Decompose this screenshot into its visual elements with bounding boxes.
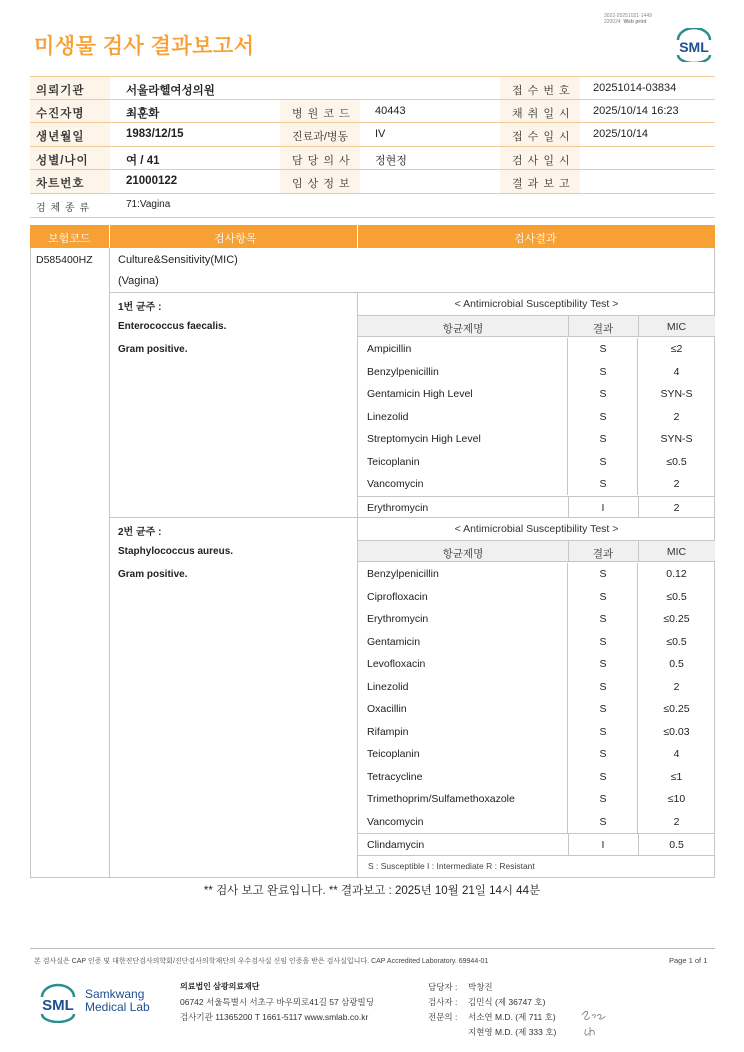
col-res: 결과	[592, 548, 614, 560]
col-res: 결과	[592, 323, 614, 335]
info-row	[30, 170, 715, 194]
insurance-code: D585400HZ	[36, 254, 93, 266]
in-charge-value: 박창진	[468, 982, 493, 992]
ast-row	[358, 383, 715, 406]
ast-column-header	[358, 315, 715, 337]
drug-result: I	[601, 501, 605, 514]
drug-name: Streptomycin High Level	[367, 433, 481, 445]
drug-result: S	[599, 770, 607, 783]
specialist-2: 지현영 M.D. (제 333 호)	[468, 1027, 557, 1037]
drug-mic: 4	[673, 748, 680, 760]
drug-mic: ≤0.5	[666, 455, 687, 468]
drug-mic: ≤1	[670, 770, 683, 783]
drug-result: S	[599, 568, 607, 580]
drug-result: S	[599, 635, 607, 648]
info-row	[30, 76, 715, 100]
contact-info: 검사기관 11365200 T 1661-5117 www.smlab.co.kr	[180, 1012, 369, 1022]
drug-mic: ≤10	[667, 793, 686, 805]
drug-mic: ≤0.03	[663, 725, 690, 738]
dept-label: 진료과/병동	[292, 131, 349, 144]
drug-result: S	[599, 590, 607, 603]
drug-mic: 0.12	[666, 568, 687, 580]
drug-mic: ≤2	[670, 343, 683, 355]
drug-mic: SYN-S	[660, 433, 693, 445]
sexage-value: 여 / 41	[126, 154, 160, 167]
ast-row	[358, 743, 715, 766]
requester-value: 서울라헬여성의원	[126, 85, 215, 97]
hospital-code-label: 병 원 코 드	[292, 107, 351, 120]
info-row	[30, 194, 715, 218]
patient-info-table	[30, 76, 715, 218]
in-charge-label: 담당자 :	[428, 982, 458, 992]
drug-name: Clindamycin	[367, 839, 425, 851]
print-code-line2	[604, 19, 652, 25]
drug-mic: 2	[673, 478, 680, 490]
specialist-1: 서소연 M.D. (제 711 호)	[468, 1012, 556, 1022]
drug-result: S	[599, 793, 607, 805]
drug-name: Vancomycin	[367, 478, 424, 490]
ast-title-1: < Antimicrobial Susceptibility Test >	[454, 298, 619, 310]
print-type: Web print	[623, 19, 647, 25]
specialist-label: 전문의 :	[428, 1012, 458, 1022]
chart-value: 21000122	[126, 175, 178, 188]
drug-name: Benzylpenicillin	[367, 365, 439, 378]
drug-name: Ciprofloxacin	[367, 590, 428, 603]
test-date-label: 검 사 일 시	[512, 154, 571, 167]
drug-mic: ≤0.5	[666, 635, 687, 648]
drug-mic: 4	[673, 365, 680, 378]
drug-name: Oxacillin	[367, 703, 407, 715]
drug-result: S	[599, 613, 607, 625]
patient-name: 최훈화	[126, 107, 160, 120]
ast-row	[358, 721, 715, 744]
sml-logo	[672, 28, 716, 62]
cap-accreditation-note: 본 검사실은 CAP 인증 및 대한진단검사의학회/진단검사의학재단의 우수검사실 신임 인증을 받은 검사실입니다. CAP Accredited Laboratory. 69944-01	[34, 958, 489, 965]
result-legend: S : Susceptible I : Intermediate R : Resistant	[368, 861, 535, 871]
logo-text: SML	[679, 39, 709, 55]
ast-title-2: < Antimicrobial Susceptibility Test >	[454, 523, 619, 535]
drug-name: Linezolid	[367, 410, 409, 423]
drug-result: I	[601, 839, 605, 851]
drug-name: Gentamicin High Level	[367, 388, 473, 400]
info-row	[30, 100, 715, 124]
drug-mic: ≤0.25	[663, 703, 690, 715]
logo-text: SML	[42, 997, 74, 1014]
brand-line1: Samkwang	[85, 987, 145, 1001]
drug-result: S	[599, 658, 607, 670]
drug-mic: 2	[673, 410, 680, 423]
drug-result: S	[599, 680, 607, 693]
signature-image	[578, 1007, 608, 1039]
organism-1-label: 1번 균주 :	[118, 302, 162, 313]
ast-row	[358, 811, 715, 834]
drug-name: Vancomycin	[367, 815, 424, 828]
address: 06742 서울특별시 서초구 바우뫼로41길 57 삼광빌딩	[180, 997, 374, 1007]
report-complete-note: ** 검사 보고 완료입니다. ** 결과보고 : 2025년 10월 21일 14시 44분	[203, 885, 541, 897]
examiner-value: 김민식 (제 36747 호)	[468, 997, 546, 1007]
drug-mic: 2	[673, 680, 680, 693]
print-code2: 220024	[604, 19, 621, 25]
drug-name: Teicoplanin	[367, 748, 420, 760]
ast-row	[358, 608, 715, 631]
drug-name: Levofloxacin	[367, 658, 426, 670]
ast-row-intermediate	[358, 833, 715, 856]
ast-row	[358, 338, 715, 361]
sml-logo-bottom	[36, 983, 80, 1023]
receipt-label: 접 수 일 시	[512, 131, 571, 144]
page-number: Page 1 of 1	[669, 956, 708, 965]
ast-rows-2	[358, 563, 715, 856]
test-specimen: (Vagina)	[118, 275, 159, 287]
drug-result: S	[599, 410, 607, 423]
dob-label: 생년월일	[36, 131, 85, 144]
ast-row	[358, 361, 715, 384]
drug-result: S	[599, 478, 607, 490]
clinical-label: 임 상 정 보	[292, 178, 351, 191]
organism-2-name: Staphylococcus aureus.	[118, 546, 234, 557]
reception-no-value: 20251014-03834	[593, 82, 677, 94]
drug-mic: 0.5	[669, 658, 684, 670]
result-report-label: 결 과 보 고	[512, 178, 571, 191]
info-row	[30, 123, 715, 147]
drug-name: Tetracycline	[367, 770, 423, 783]
chart-label: 차트번호	[36, 178, 85, 191]
print-info	[604, 13, 652, 25]
drug-result: S	[599, 388, 607, 400]
receipt-value: 2025/10/14	[593, 128, 649, 141]
examiner-label: 검사자 :	[428, 997, 458, 1007]
ast-row	[358, 788, 715, 811]
col-mic: MIC	[666, 321, 687, 333]
print-code: 3022-20251021-1449	[604, 13, 652, 19]
drug-name: Teicoplanin	[367, 455, 420, 468]
drug-name: Linezolid	[367, 680, 409, 693]
ast-row	[358, 766, 715, 789]
drug-mic: SYN-S	[660, 388, 693, 400]
drug-name: Gentamicin	[367, 635, 421, 648]
drug-name: Ampicillin	[367, 343, 412, 355]
info-row	[30, 147, 715, 171]
drug-mic: 0.5	[669, 839, 684, 851]
specimen-value: 71:Vagina	[126, 198, 171, 210]
test-name: Culture&Sensitivity(MIC)	[118, 254, 238, 266]
drug-name: Benzylpenicillin	[367, 568, 439, 580]
footer-divider	[30, 948, 715, 949]
brand-line2: Medical Lab	[85, 1000, 150, 1014]
collection-value: 2025/10/14 16:23	[593, 104, 679, 117]
ast-row	[358, 631, 715, 654]
drug-result: S	[599, 343, 607, 355]
organism-1-name: Enterococcus faecalis.	[118, 321, 227, 332]
drug-name: Rifampin	[367, 725, 409, 738]
results-header	[30, 225, 715, 248]
dob-value: 1983/12/15	[126, 128, 184, 141]
doctor-value: 정현정	[375, 154, 407, 167]
collection-label: 채 취 일 시	[512, 107, 571, 120]
foundation-name: 의료법인 삼광의료재단	[180, 982, 260, 991]
sexage-label: 성별/나이	[36, 154, 89, 167]
hospital-code-value: 40443	[375, 104, 406, 117]
ast-column-header	[358, 540, 715, 562]
ast-rows-1	[358, 338, 715, 518]
organism-1-gram: Gram positive.	[118, 344, 188, 355]
ast-row-intermediate	[358, 496, 715, 519]
col-drug: 항균제명	[442, 548, 484, 560]
drug-mic: ≤0.5	[666, 590, 687, 603]
drug-result: S	[599, 725, 607, 738]
drug-name: Erythromycin	[367, 501, 429, 514]
drug-name: Trimethoprim/Sulfamethoxazole	[367, 793, 515, 805]
drug-result: S	[599, 433, 607, 445]
drug-mic: 2	[673, 815, 680, 828]
drug-mic: ≤0.25	[663, 613, 690, 625]
ast-row	[358, 451, 715, 474]
col-code: 보험코드	[48, 233, 91, 245]
requester-label: 의뢰기관	[36, 85, 85, 97]
brand-name	[85, 988, 150, 1014]
drug-mic: 2	[673, 501, 680, 514]
ast-row	[358, 676, 715, 699]
specimen-label: 검 체 종 류	[36, 202, 90, 214]
col-result: 검사결과	[514, 233, 557, 245]
doctor-label: 담 당 의 사	[292, 154, 351, 167]
dept-value: IV	[375, 128, 386, 141]
drug-result: S	[599, 815, 607, 828]
drug-result: S	[599, 748, 607, 760]
reception-no-label: 접 수 번 호	[512, 85, 571, 97]
ast-row	[358, 586, 715, 609]
report-title: 미생물 검사 결과보고서	[34, 35, 255, 58]
drug-result: S	[599, 365, 607, 378]
drug-name: Erythromycin	[367, 613, 429, 625]
patient-label: 수진자명	[36, 107, 85, 120]
ast-row	[358, 698, 715, 721]
organism-2-gram: Gram positive.	[118, 569, 188, 580]
col-mic: MIC	[666, 546, 687, 558]
ast-row	[358, 653, 715, 676]
col-drug: 항균제명	[442, 323, 484, 335]
col-item: 검사항목	[214, 233, 257, 245]
ast-row	[358, 428, 715, 451]
organism-2-label: 2번 균주 :	[118, 527, 162, 538]
ast-row	[358, 473, 715, 496]
drug-result: S	[599, 703, 607, 715]
ast-row	[358, 406, 715, 429]
ast-row	[358, 563, 715, 586]
drug-result: S	[599, 455, 607, 468]
